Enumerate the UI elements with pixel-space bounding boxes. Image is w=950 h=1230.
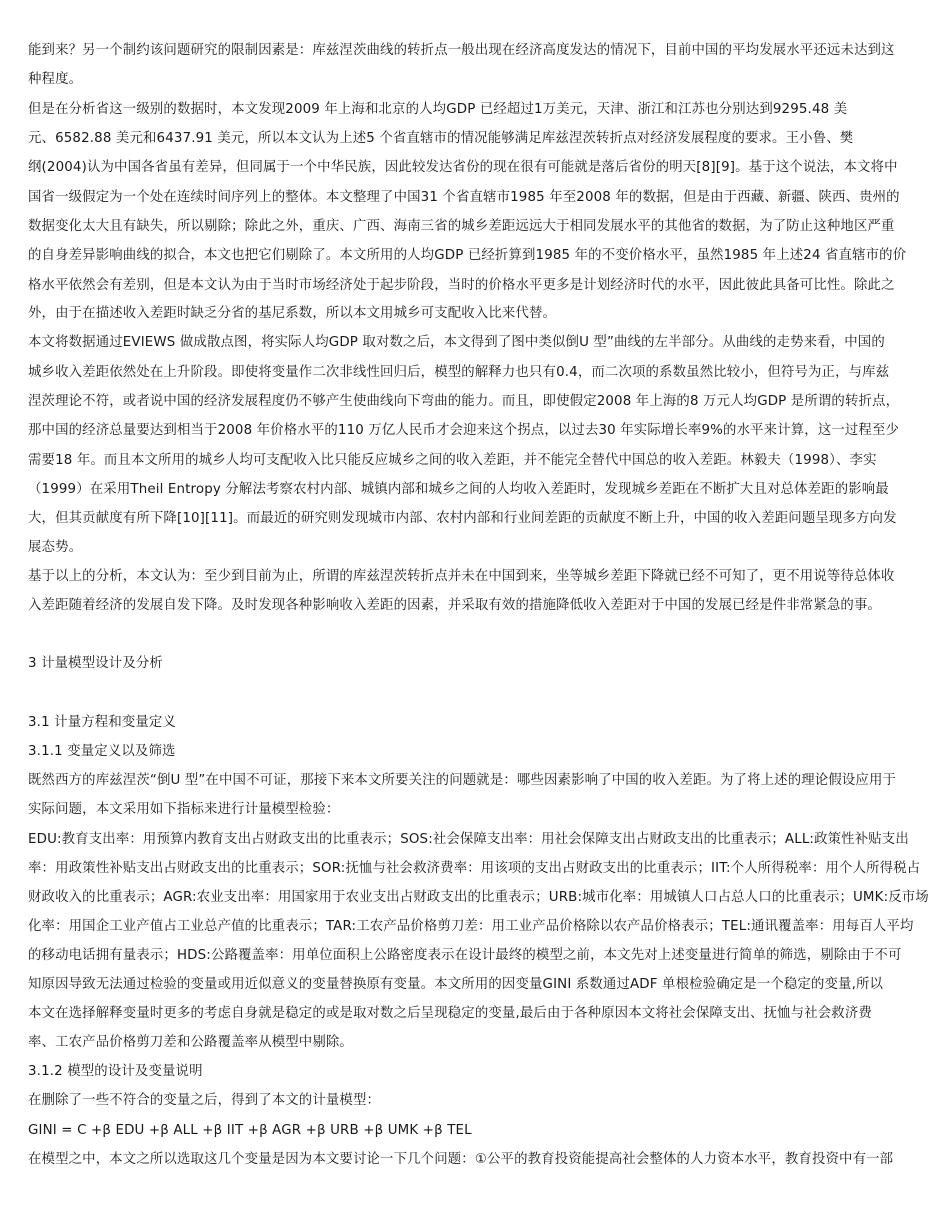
text-line: 基于以上的分析，本文认为：至少到目前为止，所谓的库兹涅茨转折点并未在中国到来，坐等城乡差距下降就已经不可知了，更不用说等待总体收 (28, 569, 895, 584)
text-line: 国省一级假定为一个处在连续时间序列上的整体。本文整理了中国31 个省直辖市1985 年至2008 年的数据，但是由于西藏、新疆、陕西、贵州的 (28, 190, 900, 205)
section-heading: 3 计量模型设计及分析 (28, 656, 163, 671)
text-line: EDU:教育支出率：用预算内教育支出占财政支出的比重表示；SOS:社会保障支出率：用社会保障支出占财政支出的比重表示；ALL:政策性补贴支出 (28, 832, 909, 847)
text-line: 外，由于在描述收入差距时缺乏分省的基尼系数，所以本文用城乡可支配收入比来代替。 (28, 306, 557, 321)
text-line: 的移动电话拥有量表示；HDS:公路覆盖率：用单位面积上公路密度表示在设计最终的模型之前，本文先对上述变量进行简单的筛选，剔除由于不可 (28, 948, 902, 963)
text-line: 那中国的经济总量要达到相当于2008 年价格水平的110 万亿人民币才会迎来这个拐点，以过去30 年实际增长率9%的水平来计算，这一过程至少 (28, 423, 900, 438)
text-line: 的自身差异影响曲线的拟合，本文也把它们剔除了。本文所用的人均GDP 已经折算到1985 年的不变价格水平，虽然1985 年上述24 省直辖市的价 (28, 248, 907, 263)
text-line: 本文在选择解释变量时更多的考虑自身就是稳定的或是取对数之后呈现稳定的变量,最后由于各种原因本文将社会保障支出、抚恤与社会救济费 (28, 1006, 872, 1021)
text-line: 在模型之中，本文之所以选取这几个变量是因为本文要讨论一下几个问题：①公平的教育投资能提高社会整体的人力资本水平，教育投资中有一部 (28, 1152, 894, 1167)
model-equation: GINI = C +β EDU +β ALL +β IIT +β AGR +β URB +β UMK +β TEL (28, 1123, 472, 1138)
text-line: 入差距随着经济的发展自发下降。及时发现各种影响收入差距的因素，并采取有效的措施降低收入差距对于中国的发展已经是件非常紧急的事。 (28, 598, 882, 613)
text-line: 在删除了一些不符合的变量之后，得到了本文的计量模型： (28, 1093, 381, 1108)
text-line: 需要18 年。而且本文所用的城乡人均可支配收入比只能反应城乡之间的收入差距，并不能完全替代中国总的收入差距。林毅夫（1998）、李实 (28, 453, 877, 468)
subsubsection-heading: 3.1.1 变量定义以及筛选 (28, 744, 176, 759)
text-line: 率、工农产品价格剪刀差和公路覆盖率从模型中剔除。 (28, 1035, 353, 1050)
subsection-heading: 3.1 计量方程和变量定义 (28, 715, 177, 730)
text-line: 但是在分析省这一级别的数据时，本文发现2009 年上海和北京的人均GDP 已经超过1万美元，天津、浙江和江苏也分别达到9295.48 美 (28, 102, 848, 117)
text-line: 纲(2004)认为中国各省虽有差异，但同属于一个中华民族，因此较发达省份的现在很有可能就是落后省份的明天[8][9]。基于这个说法，本文将中 (28, 160, 898, 175)
subsubsection-heading: 3.1.2 模型的设计及变量说明 (28, 1064, 203, 1079)
text-line: 能到来？另一个制约该问题研究的限制因素是：库兹涅茨曲线的转折点一般出现在经济高度发达的情况下，目前中国的平均发展水平还远未达到这 (28, 43, 895, 58)
text-line: 实际问题，本文采用如下指标来进行计量模型检验： (28, 802, 340, 817)
text-line: 大，但其贡献度有所下降[10][11]。而最近的研究则发现城市内部、农村内部和行业间差距的贡献度不断上升，中国的收入差距问题呈现多方向发 (28, 511, 897, 526)
text-line: 化率：用国企工业产值占工业总产值的比重表示；TAR:工农产品价格剪刀差：用工业产品价格除以农产品价格表示；TEL:通讯覆盖率：用每百人平均 (28, 919, 914, 934)
text-line: 城乡收入差距依然处在上升阶段。即使将变量作二次非线性回归后，模型的解释力也只有0.4，而二次项的系数虽然比较小，但符号为正，与库兹 (28, 365, 890, 380)
text-line: 率：用政策性补贴支出占财政支出的比重表示；SOR:抚恤与社会救济费率：用该项的支出占财政支出的比重表示；IIT:个人所得税率：用个人所得税占 (28, 861, 921, 876)
text-line: 本文将数据通过EVIEWS 做成散点图，将实际人均GDP 取对数之后，本文得到了图中类似倒U 型”曲线的左半部分。从曲线的走势来看，中国的 (28, 335, 885, 350)
text-line: （1999）在采用Theil Entropy 分解法考察农村内部、城镇内部和城乡之间的人均收入差距时，发现城乡差距在不断扩大且对总体差距的影响最 (28, 482, 889, 497)
text-line: 涅茨理论不符，或者说中国的经济发展程度仍不够产生使曲线向下弯曲的能力。而且，即使假定2008 年上海的8 万元人均GDP 是所谓的转折点， (28, 394, 900, 409)
text-line: 元、6582.88 美元和6437.91 美元，所以本文认为上述5 个省直辖市的情况能够满足库兹涅茨转折点对经济发展程度的要求。王小鲁、樊 (28, 131, 854, 146)
text-line: 既然西方的库兹涅茨“倒U 型”在中国不可证，那接下来本文所要关注的问题就是：哪些因素影响了中国的收入差距。为了将上述的理论假设应用于 (28, 773, 897, 788)
text-line: 财政收入的比重表示；AGR:农业支出率：用国家用于农业支出占财政支出的比重表示；URB:城市化率：用城镇人口占总人口的比重表示；UMK:反市场 (28, 890, 929, 905)
text-line: 种程度。 (28, 72, 83, 87)
text-line: 格水平依然会有差别，但是本文认为由于当时市场经济处于起步阶段，当时的价格水平更多是计划经济时代的水平，因此彼此具备可比性。除此之 (28, 278, 895, 293)
text-line: 展态势。 (28, 540, 83, 555)
text-line: 知原因导致无法通过检验的变量或用近似意义的变量替换原有变量。本文所用的因变量GINI 系数通过ADF 单根检验确定是一个稳定的变量,所以 (28, 977, 884, 992)
text-line: 数据变化太大且有缺失，所以剔除；除此之外，重庆、广西、海南三省的城乡差距远远大于相同发展水平的其他省的数据，为了防止这种地区严重 (28, 219, 895, 234)
